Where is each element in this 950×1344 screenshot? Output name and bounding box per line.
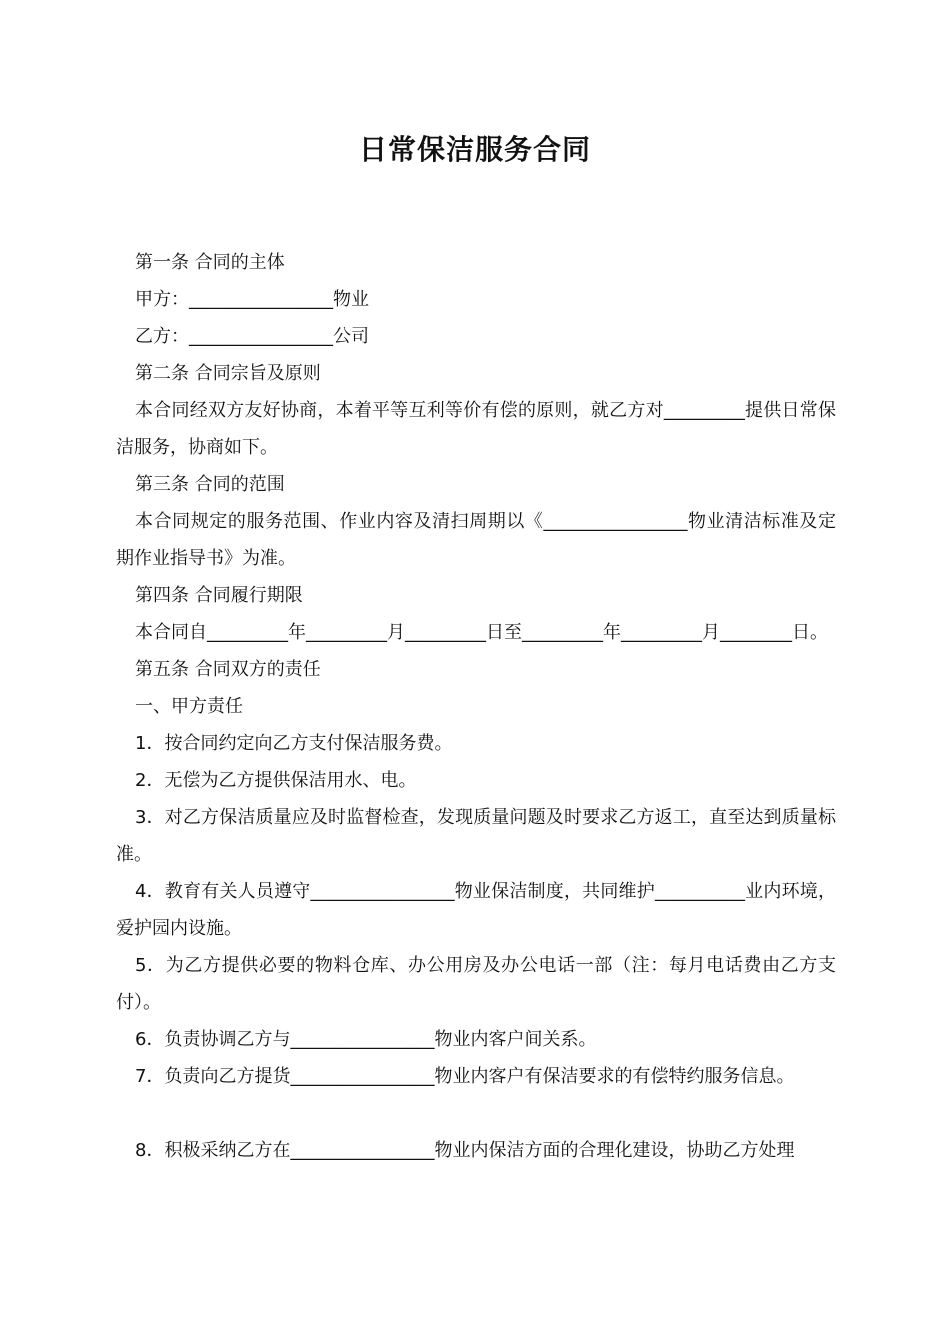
document-title: 日常保洁服务合同 xyxy=(358,133,591,166)
section-1-heading: 第一条 合同的主体 xyxy=(135,252,285,273)
party-a-line: 甲方：________________物业 xyxy=(135,289,369,310)
section-3-text: 本合同规定的服务范围、作业内容及清扫周期以《________________物业清洁标准及定期作业指导书》为准。 xyxy=(116,511,836,569)
duty-item-5: 5．为乙方提供必要的物料仓库、办公用房及办公电话一部（注：每月电话费由乙方支付）。 xyxy=(116,955,836,1013)
duty-item-4: 4．教育有关人员遵守________________物业保洁制度，共同维护__________业内环境，爱护园内设施。 xyxy=(116,881,836,939)
section-4-text: 本合同自_________年_________月_________日至_________年_________月________日。 xyxy=(135,622,828,643)
duty-item-8: 8．积极采纳乙方在________________物业内保洁方面的合理化建设，协助乙方处理 xyxy=(135,1140,795,1161)
duty-item-6: 6．负责协调乙方与________________物业内客户间关系。 xyxy=(135,1029,597,1050)
party-a-duties-heading: 一、甲方责任 xyxy=(135,696,243,717)
section-2-heading: 第二条 合同宗旨及原则 xyxy=(135,363,321,384)
party-b-line: 乙方：________________公司 xyxy=(135,326,369,347)
section-3-heading: 第三条 合同的范围 xyxy=(135,474,285,495)
duty-item-7: 7．负责向乙方提货________________物业内客户有保洁要求的有偿特约服务信息。 xyxy=(135,1066,795,1087)
paragraph-spacer xyxy=(116,1095,836,1132)
section-5-heading: 第五条 合同双方的责任 xyxy=(135,659,321,680)
duty-item-3: 3．对乙方保洁质量应及时监督检查，发现质量问题及时要求乙方返工，直至达到质量标准。 xyxy=(116,807,836,865)
document-body xyxy=(116,244,836,1169)
section-2-text: 本合同经双方友好协商，本着平等互利等价有偿的原则，就乙方对_________提供日常保洁服务，协商如下。 xyxy=(116,400,836,458)
duty-item-1: 1．按合同约定向乙方支付保洁服务费。 xyxy=(135,733,453,754)
section-4-heading: 第四条 合同履行期限 xyxy=(135,585,303,606)
duty-item-2: 2．无偿为乙方提供保洁用水、电。 xyxy=(135,770,417,791)
